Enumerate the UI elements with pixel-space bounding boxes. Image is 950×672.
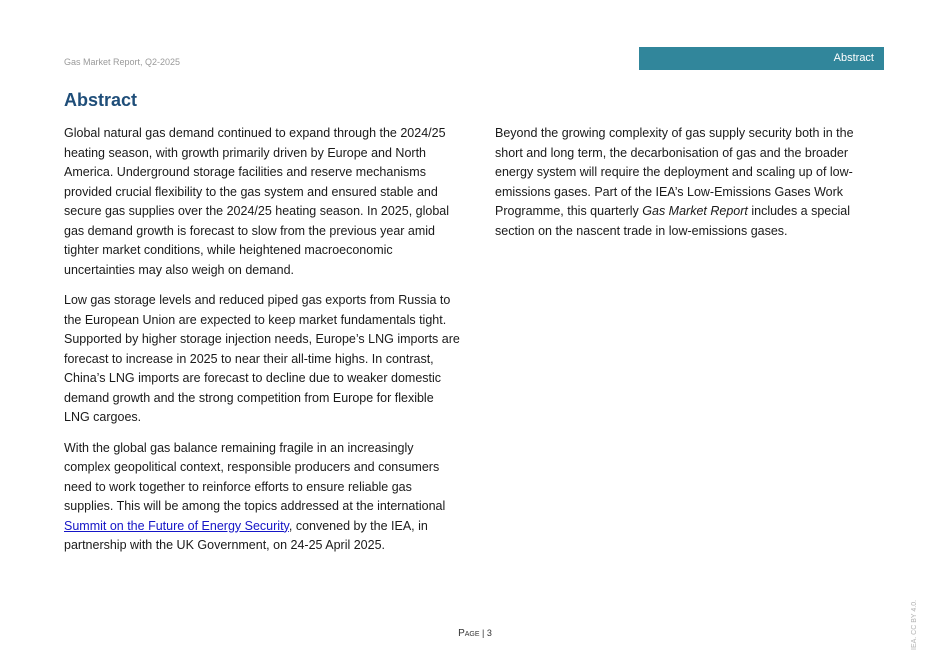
page-separator: |	[479, 628, 487, 638]
page-title: Abstract	[64, 90, 138, 110]
summit-link[interactable]: Summit on the Future of Energy Security	[64, 518, 289, 533]
section-tab: Abstract	[639, 47, 884, 70]
paragraph-summit	[64, 439, 460, 556]
right-column	[495, 124, 875, 252]
low-emissions-text-before: Beyond the growing complexity of gas supply security both in the short and long term, the decarbonisation of gas and the broader energy system will require the deployment and scaling up of low-emissions gases. Part of the IEA’s Low-Emissions Gases Work Programme, this quarterly	[495, 126, 854, 218]
low-emissions-text-after: includes a special section on the nascent trade in low-emissions gases.	[495, 204, 851, 238]
page-number-value: 3	[486, 628, 492, 638]
page-number	[0, 628, 950, 639]
paragraph-demand: Global natural gas demand continued to expand through the 2024/25 heating season, with growth primarily driven by Europe and North America. Underground storage facilities and reserve mechanisms provided crucial flexibility to the gas system and ensured stable and secure gas supplies over the 2024/25 heating season. In 2025, global gas demand growth is forecast to slow from the previous year amid tighter market conditions, while heightened macroeconomic uncertainties may also weigh on demand.	[64, 126, 449, 277]
report-name: Gas Market Report	[642, 204, 748, 218]
left-column	[64, 124, 460, 567]
paragraph-storage: Low gas storage levels and reduced piped gas exports from Russia to the European Union are expected to keep market fundamentals tight. Supported by higher storage injection needs, Europe’s LNG imports are forecast to increase in 2025 to near their all-time highs. In contrast, China’s LNG imports are forecast to decline due to weaker domestic demand growth and the strong competition from Europe for flexible LNG cargoes.	[64, 293, 460, 424]
summit-text-before: With the global gas balance remaining fragile in an increasingly complex geopolitical context, responsible producers and consumers need to work together to reinforce efforts to ensure reliable gas supplies. This will be among the topics addressed at the international	[64, 440, 446, 513]
report-label: Gas Market Report, Q2-2025	[64, 57, 181, 67]
paragraph-low-emissions	[495, 124, 875, 241]
page-label: Page	[458, 628, 480, 639]
copyright-notice: IEA. CC BY 4.0.	[911, 599, 918, 650]
summit-text-after: , convened by the IEA, in partnership with the UK Government, on 24-25 April 2025.	[64, 518, 428, 552]
